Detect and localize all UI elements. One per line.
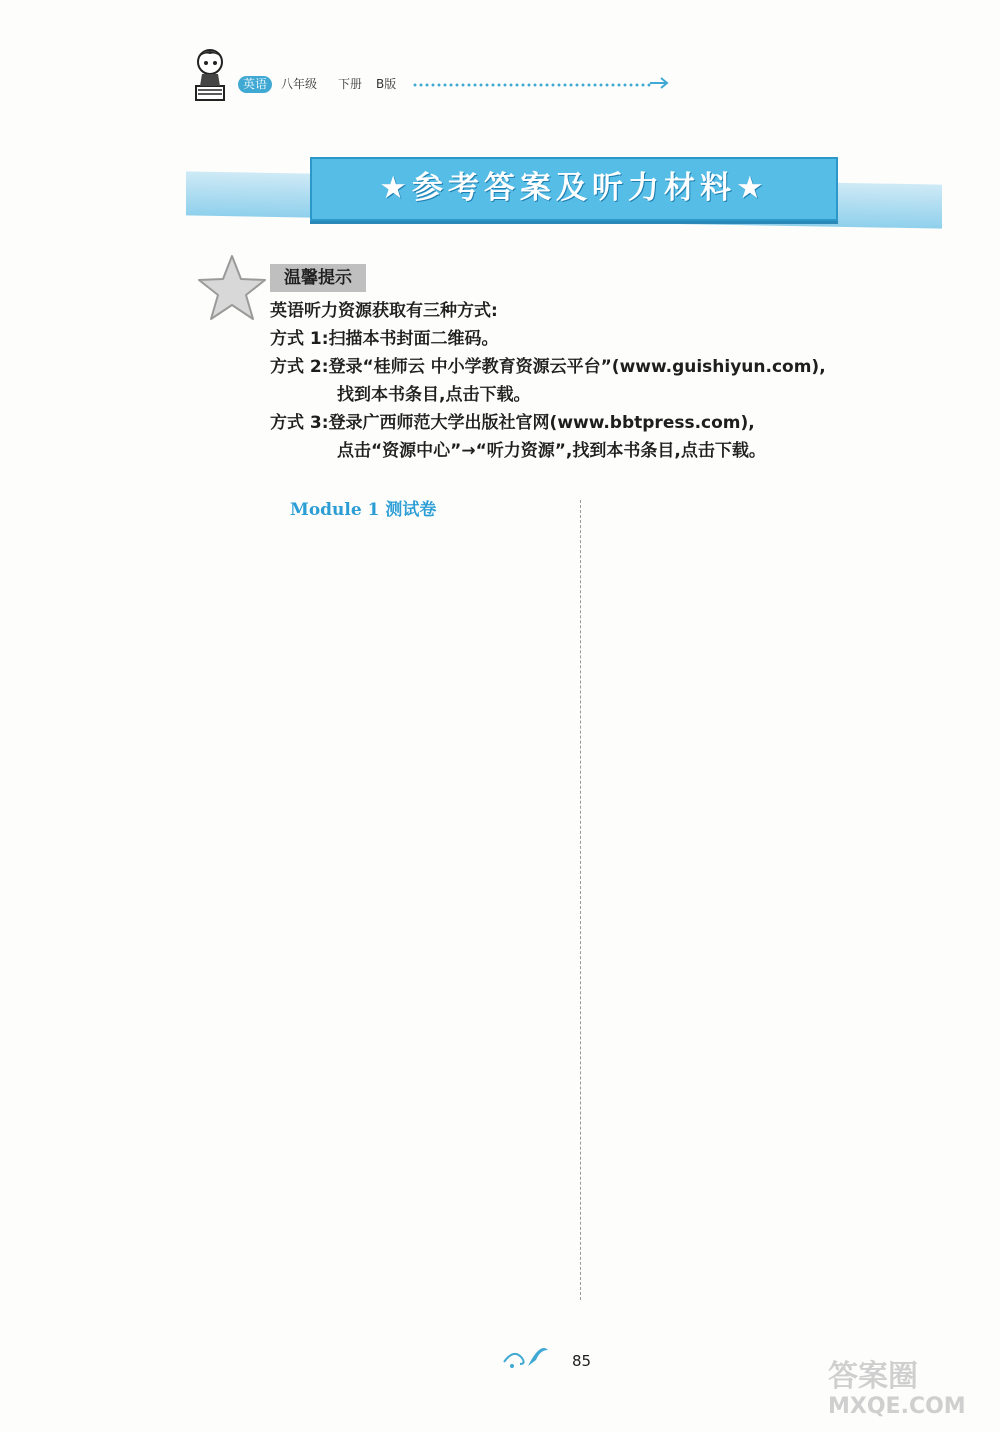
edition-label: B版	[376, 77, 397, 91]
tip-line: 方式 1:扫描本书封面二维码。	[270, 329, 499, 349]
tip-line: 找到本书条目,点击下载。	[337, 385, 531, 405]
watermark-text: 答案圈	[828, 1359, 918, 1394]
tip-label: 温馨提示	[270, 264, 366, 292]
footer-swirl-icon	[500, 1340, 552, 1374]
tip-line: 方式 3:登录广西师范大学出版社官网(www.bbtpress.com),	[270, 413, 755, 433]
watermark-url: MXQE.COM	[828, 1394, 966, 1419]
module-title: Module 1 测试卷	[290, 500, 437, 520]
page-title: ★参考答案及听力材料★	[379, 170, 769, 206]
tip-line: 点击“资源中心”→“听力资源”,找到本书条目,点击下载。	[337, 441, 766, 461]
watermark	[828, 1360, 998, 1420]
grade-label: 八年级	[281, 77, 318, 91]
tip-line: 英语听力资源获取有三种方式:	[270, 301, 498, 321]
subject-badge: 英语	[238, 76, 272, 93]
volume-label: 下册	[338, 77, 363, 91]
tip-line: 方式 2:登录“桂师云 中小学教育资源云平台”(www.guishiyun.com),	[270, 357, 826, 377]
page-number: 85	[572, 1352, 592, 1370]
